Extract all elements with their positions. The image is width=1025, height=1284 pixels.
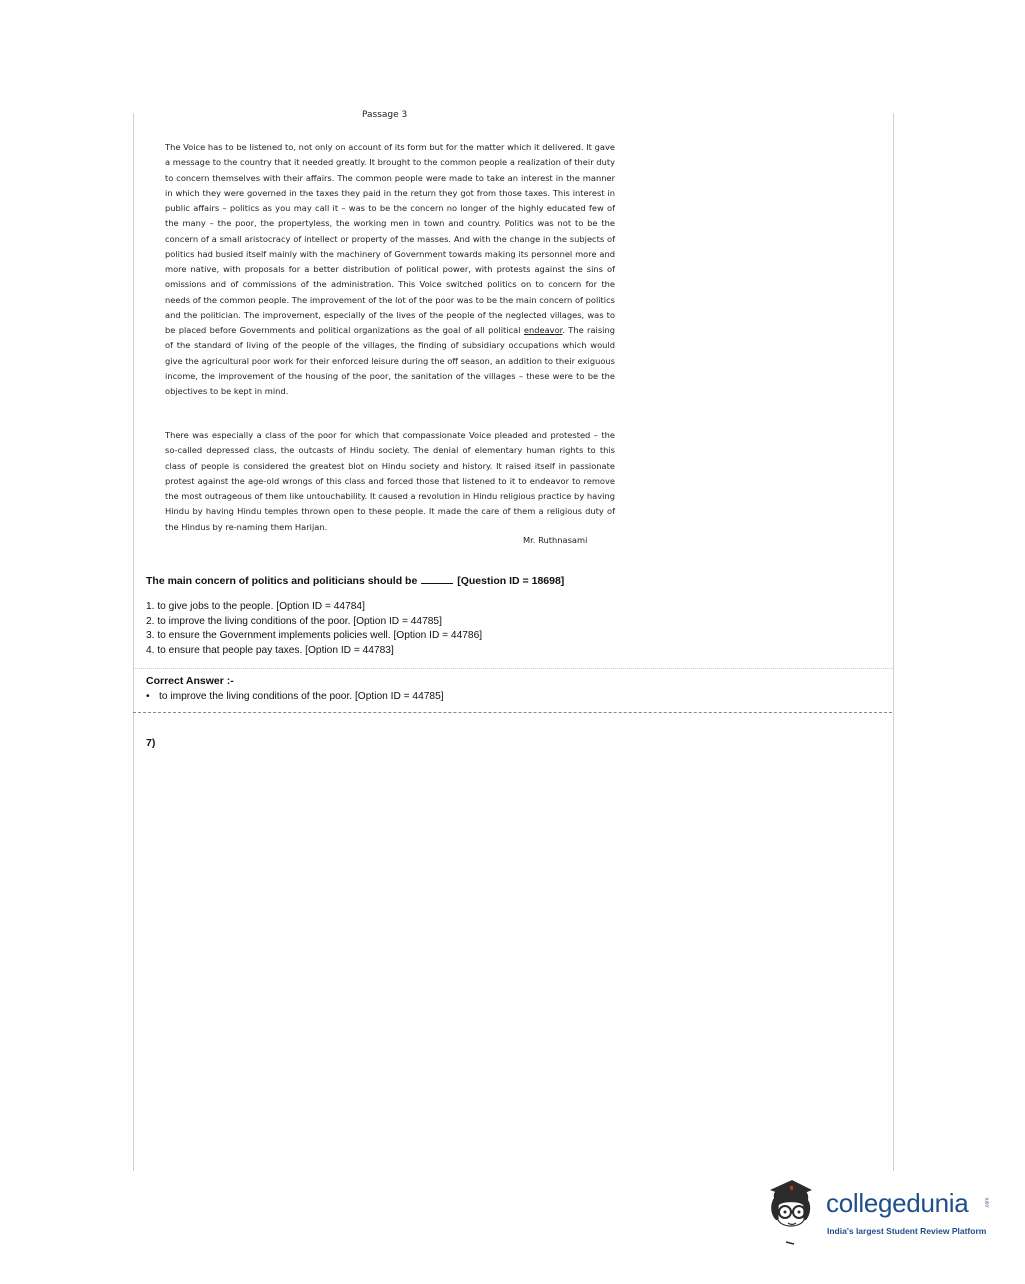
correct-answer-heading: Correct Answer :- [146,675,234,687]
passage-author: Mr. Ruthnasami [523,535,588,545]
section-divider [133,668,892,669]
answer-blank [421,574,453,584]
option-item: 4. to ensure that people pay taxes. [Option ID = 44783] [146,645,394,657]
logo-wordmark: collegedunia [826,1188,969,1218]
option-item: 2. to improve the living conditions of the poor. [Option ID = 44785] [146,615,442,627]
passage-title: Passage 3 [362,110,408,120]
underlined-word: endeavor [523,325,563,335]
question-text: The main concern of politics and politicians should be [Question ID = 18698] [146,575,565,587]
option-item: 1. to give jobs to the people. [Option ID = 44784] [146,601,365,612]
next-question-number: 7) [146,737,156,749]
passage-paragraph-2: There was especially a class of the poor for which that compassionate Voice pleaded and protested – the so-called depressed class, the outcasts of Hindu society. The denial of elementary human rights to this class of people is considered the greatest blot on Hindu society and history. It raised itself in passionate protest against the age-old wrongs of this class and forced those that listened to it to endeavor to remove the most outrageous of them like untouchability. It caused a revolution in Hindu religious practice by having Hindu by having Hindu temples thrown open to these people. It made the care of them a religious duty of the Hindus by re-naming them Harijan. [165,430,615,532]
bullet: • [146,691,150,702]
option-item: 3. to ensure the Government implements policies well. [Option ID = 44786] [146,630,483,642]
logo-tagline: India's largest Student Review Platform [827,1226,987,1236]
correct-answer: • to improve the living conditions of the poor. [Option ID = 44785] [146,691,444,702]
logo-suffix: .com [984,1197,991,1209]
question-divider [133,712,892,713]
options-list [146,600,482,659]
passage-paragraph-1: The Voice has to be listened to, not only on account of its form but for the matter which it delivered. It gave a message to the country that it needed greatly. It brought to the common people a realization of their duty to concern themselves with their affairs. The common people were made to take an interest in the manner in which they were governed in the taxes they paid in the return they got from those taxes. This interest in public affairs – politics as you may call it – was to be the concern no longer of the highly educated few of the many – the poor, the propertyless, the working men in town and country. Politics was not to be the concern of a small aristocracy of intellect or property of the masses. And with the change in the subjects of politics had busied itself mainly with the machinery of Government towards making its personnel more and more native, with proposals for a better distribution of political power, with protests against the sins of omissions and of commissions of the administration. This Voice switched politics on to concern for the needs of the common people. The improvement of the lot of the poor was to be the main concern of politics and the politician. The improvement, especially of the lives of the people of the neglected villages, was to be placed before Governments and political organizations as the goal of all political endeavor. The raising of the standard of living of the people of the villages, the finding of subsidiary occupations which would give the agricultural poor work for their enforced leisure during the off season, an addition to their exiguous income, the improvement of the housing of the poor, the sanitation of the villages – these were to be the objectives to be kept in mind. [165,142,616,396]
